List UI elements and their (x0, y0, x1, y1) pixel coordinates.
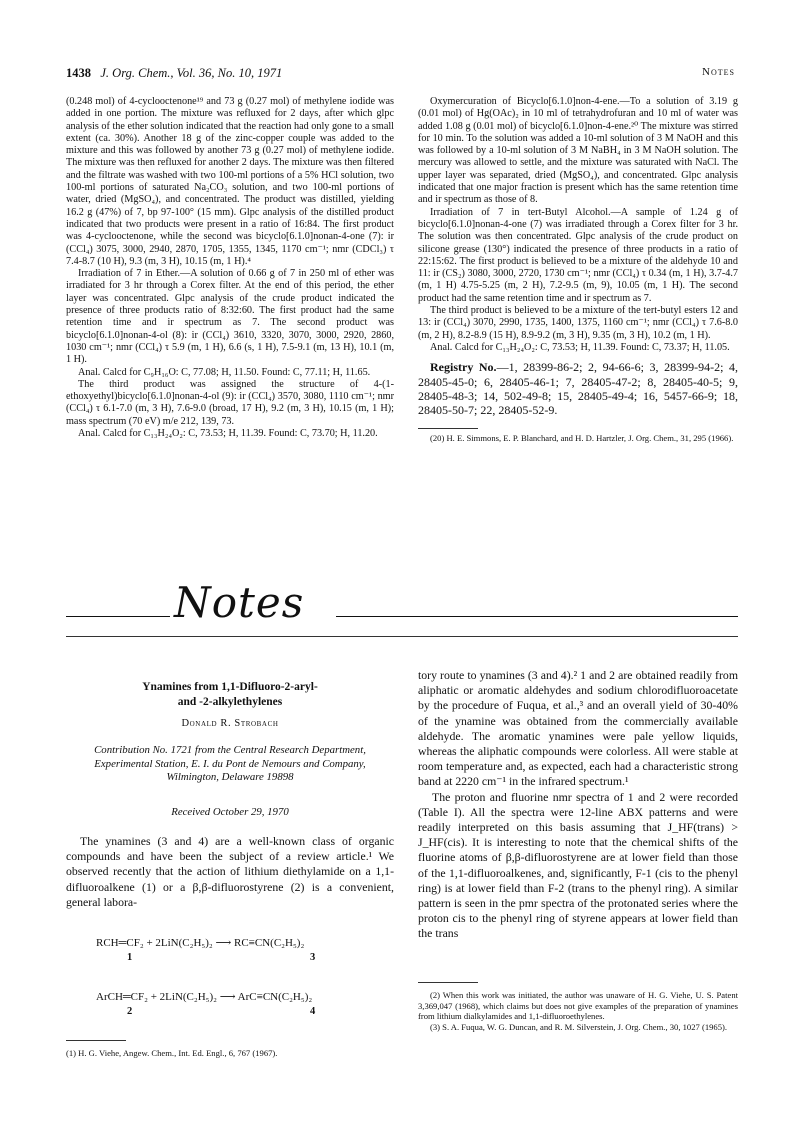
paragraph: The proton and fluorine nmr spectra of 1 and 2 were recorded (Table I). All the spectra were 12-line ABX patterns and were readily interpreted on this basis assuming that J_HF(trans) > J_HF(cis). It is interesting to note that the chemical shifts of the fluorine atoms of β,β-difluorostyrene are at lower field than those of the 1,1-difluoroalkenes, and, significantly, F-1 (cis to the phenyl ring) is at lower field than F-2 (trans to the phenyl ring). A similar pattern is seen in the pmr spectra of the protonated series where the proton cis to the phenyl ring of styrene appears at lower field than the trans (418, 789, 738, 941)
compound-number: 3 (310, 952, 316, 963)
footnote: (2) When this work was initiated, the author was unaware of H. G. Viehe, U. S. Patent 3,369,047 (1968), which claims but does not give examples of the preparation of ynamines from lithium dialkylamides and 1,1-difluoroethylenes. (418, 990, 738, 1021)
paragraph: Oxymercuration of Bicyclo[6.1.0]non-4-ene.—To a solution of 3.19 g (0.01 mol) of Hg(OAc)₂ in 10 ml of tetrahydrofuran and 10 ml of water was added 1.08 g (0.01 mol) of bicyclo[6.1.0]non-4-ene.²⁰ The mixture was stirred for 10 min. To the solution was added a 10-ml solution of 3 M NaOH and this was followed by a 10-ml solution of 3 M NaBH₄ in 3 M NaOH solution. The mercury was allowed to settle, and the mixture was saturated with NaCl. The upper layer was separated, dried (MgSO₄), and concentrated. Glpc analysis indicated that one major fraction is present which has the same retention time and ir spectrum as those of 8. (418, 96, 738, 206)
section-rule (66, 636, 738, 637)
reaction-equation-2: ArCH═CF₂ + 2LiN(C₂H₅)₂ ⟶ ArC≡CN(C₂H₅)₂ (96, 991, 313, 1003)
footnotes-right (418, 990, 738, 1032)
title-line: Ynamines from 1,1-Difluoro-2-aryl- (142, 681, 318, 693)
page-number: 1438 (66, 66, 91, 80)
paragraph: Irradiation of 7 in Ether.—A solution of 0.66 g of 7 in 250 ml of ether was irradiated for 3 hr through a Corex filter. At the end of this period, the ether layer was concentrated. Glpc analysis of the crude product indicated the presence of three products ratio of 8:32:60. The first product had the same retention time and ir spectrum as 7. The second product was bicyclo[6.1.0]nonan-4-ol (8): ir (CCl₄) 3610, 3320, 3070, 3000, 2920, 2860, 1030 cm⁻¹; nmr (CCl₄) τ 5.9 (m, 1 H), 6.6 (s, 1 H), 7.5-9.1 (m, 13 H), 10.1 (m, 1 H). (66, 268, 394, 366)
banner-rule-right (336, 616, 738, 617)
compound-number: 2 (127, 1006, 133, 1017)
footnote-divider (418, 982, 478, 983)
affiliation-line: Contribution No. 1721 from the Central Research Department, (94, 744, 366, 756)
banner-rule-left (66, 616, 170, 617)
analysis-line: Anal. Calcd for C₉H₁₆O: C, 77.08; H, 11.50. Found: C, 77.11; H, 11.65. (78, 366, 371, 378)
registry-label: Registry No. (430, 360, 497, 375)
right-column-experimental (418, 96, 738, 443)
notes-section-banner (66, 578, 738, 628)
paragraph: The third product is believed to be a mixture of the tert-butyl esters 12 and 13: ir (CCl₄) 3070, 2990, 1735, 1400, 1375, 1160 cm⁻¹; nmr (CCl₄) τ 7.6-8.0 (m, 2 H), 8.2-8.9 (15 H), 8.9-9.2 (m, 3 H), 9.35 (m, 3 H), 10.2 (m, 1 H). (418, 305, 738, 341)
footnote: (20) H. E. Simmons, E. P. Blanchard, and H. D. Hartzler, J. Org. Chem., 31, 295 (1966). (430, 432, 734, 443)
header-citation (66, 66, 282, 81)
analysis-line: Anal. Calcd for C₁₃H₂₄O₂: C, 73.53; H, 11.39. Found: C, 73.70; H, 11.20. (78, 428, 378, 440)
article-title (66, 680, 394, 710)
affiliation-line: Experimental Station, E. I. du Pont de Nemours and Company, (94, 757, 366, 770)
footnote-divider (66, 1040, 126, 1041)
article-intro (66, 834, 394, 910)
compound-number: 1 (127, 952, 133, 963)
footnote: (3) S. A. Fuqua, W. G. Duncan, and R. M. Silverstein, J. Org. Chem., 30, 1027 (1965). (430, 1021, 728, 1032)
received-date: Received October 29, 1970 (171, 806, 289, 818)
paragraph: (0.248 mol) of 4-cyclooctenone¹⁹ and 73 g (0.27 mol) of methylene iodide was added in one portion. The mixture was refluxed for 2 days, after which glpc analysis of the ether solution indicated that the reaction had only gone to a small extent (ca. 30%). Another 18 g of the zinc-copper couple was added to the mixture and this was followed by another 73 g (0.27 mol) of methylene iodide. The mixture was then refluxed for another 2 days. The mixture was then filtered and the filtrate was washed with two 100-ml portions of a 5% HCl solution, two 100-ml portions of saturated Na₂CO₃ solution, and two 100-ml portions of water, dried (MgSO₄), and concentrated. The product was distilled, yielding 16.2 g (47%) of 7, bp 97-100° (15 mm). Glpc analysis of the distilled product indicated that two products were present in a ratio of 16:84. The first product was 4-cyclooctenone, while the second was bicyclo[6.1.0]nonan-4-one (7): ir (CCl₄) 3075, 3000, 2940, 2870, 1705, 1355, 1345, 1170 cm⁻¹; nmr (CDCl₃) τ 7.4-8.7 (10 H), 9.3 (m, 3 H), 10.15 (m, 1 H).⁴ (66, 96, 394, 267)
title-line: and -2-alkylethylenes (177, 696, 283, 708)
affiliation (66, 744, 394, 785)
compound-number: 4 (310, 1006, 316, 1017)
article-discussion (418, 668, 738, 942)
footnote-divider (418, 428, 478, 429)
notes-heading: Notes (174, 578, 305, 627)
paragraph: The third product was assigned the structure of 4-(1-ethoxyethyl)bicyclo[6.1.0]nonan-4-ol (9): ir (CCl₄) 3570, 3080, 1110 cm⁻¹; nmr (CCl₄) τ 6.1-7.0 (m, 3 H), 7.6-9.0 (broad, 17 H), 9.2 (m, 3 H), 10.15 (m, 1 H); mass spectrum (70 eV) m/e 212, 139, 73. (66, 378, 394, 427)
analysis-line: Anal. Calcd for C₁₃H₂₄O₂: C, 73.53; H, 11.39. Found: C, 73.37; H, 11.05. (430, 341, 730, 353)
page-header (66, 66, 735, 84)
paragraph: The ynamines (3 and 4) are a well-known class of organic compounds and have been the subject of a review article.¹ We observed recently that the action of lithium diethylamide on a 1,1-difluoroalkene (1) or a β,β-difluorostyrene (2) is a convenient, general labora- (66, 834, 394, 909)
paragraph: Irradiation of 7 in tert-Butyl Alcohol.—A sample of 1.24 g of bicyclo[6.1.0]nonan-4-one (7) was irradiated through a Corex filter for 3 hr. The solution was then concentrated. Glpc analysis of the crude product on silicone grease (130°) indicated the presence of three products in a ratio of 22:15:62. The first product is believed to be a mixture of the aldehyde 10 and 11: ir (CS₂) 3080, 3000, 2720, 1730 cm⁻¹; nmr (CCl₄) τ 0.34 (m, 1 H), 3.7-4.7 (m, 1 H) 4.75-5.25 (m, 2 H), 7.2-9.5 (m, 9), 10.05 (m, 1 H). The second product had the same retention time and ir spectrum as 7. (418, 206, 738, 304)
registry-text: —1, 28399-86-2; 2, 94-66-6; 3, 28399-94-2; 4, 28405-45-0; 6, 28405-46-1; 7, 28405-47-2; 8, 28405-40-5; 9, 28405-48-3; 14, 502-49-8; 15, 28405-49-4; 16, 5457-66-9; 18, 28405-50-7; 22, 28405-52-9. (418, 360, 738, 418)
author-name: Donald R. Strobach (181, 718, 279, 729)
footnote: (1) H. G. Viehe, Angew. Chem., Int. Ed. Engl., 6, 767 (1967). (66, 1048, 278, 1058)
registry-numbers (418, 360, 738, 418)
paragraph: tory route to ynamines (3 and 4).² 1 and 2 are obtained readily from aliphatic or aromatic aldehydes and sodium chlorodifluoroacetate by the procedure of Fuqua, et al.,³ and an overall yield of 30-40% of the ynamine was obtained from the commercially available aldehyde. The aromatic ynamines were pale yellow liquids, whereas the aliphatic compounds were colorless. All were stable at room temperature and, as expected, each had a characteristic strong band at 2220 cm⁻¹ in the infrared spectrum.¹ (418, 668, 738, 789)
left-column-experimental (66, 96, 394, 440)
affiliation-line: Wilmington, Delaware 19898 (166, 771, 294, 784)
reaction-equation-1: RCH═CF₂ + 2LiN(C₂H₅)₂ ⟶ RC≡CN(C₂H₅)₂ (96, 937, 305, 949)
journal-reference: J. Org. Chem., Vol. 36, No. 10, 1971 (100, 66, 283, 80)
section-name: Notes (702, 66, 735, 78)
